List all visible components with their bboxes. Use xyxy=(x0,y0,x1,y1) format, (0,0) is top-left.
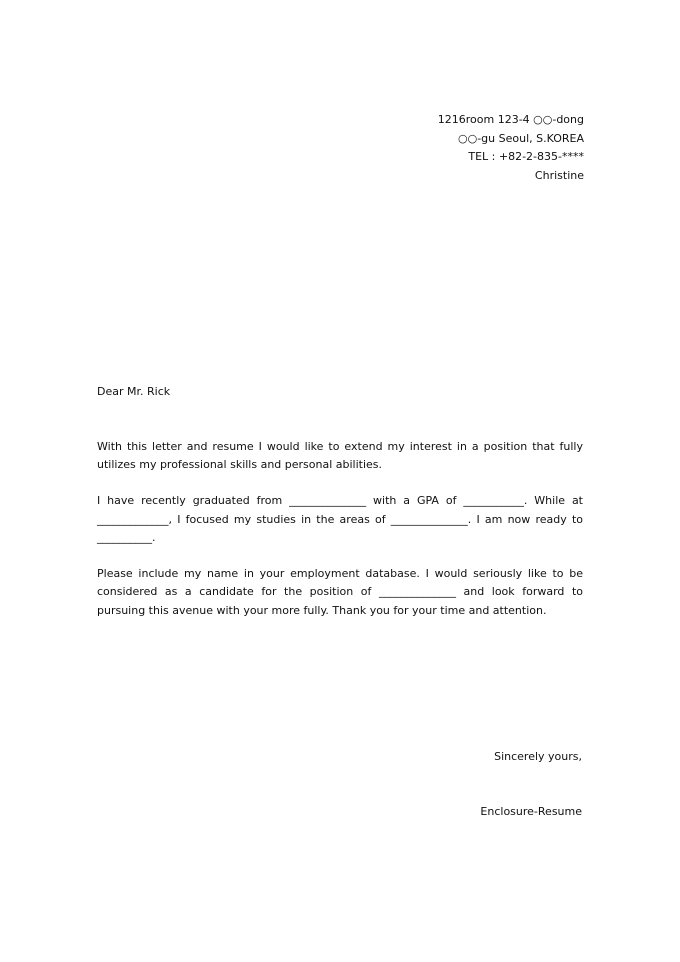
letter-body xyxy=(97,438,583,637)
body-paragraph-3: Please include my name in your employment database. I would seriously like to be considered as a candidate for the position of ______________ and look forward to pursuing this avenue with your more fully. Thank you for your time and attention. xyxy=(97,566,583,617)
sender-phone: TEL : +82-2-835-**** xyxy=(468,150,584,163)
sender-address-line-2: ○○-gu Seoul, S.KOREA xyxy=(458,131,584,145)
closing: Sincerely yours, xyxy=(494,750,582,763)
sender-name: Christine xyxy=(534,168,584,182)
enclosure-note: Enclosure-Resume xyxy=(480,805,582,818)
body-paragraph-1: With this letter and resume I would like to extend my interest in a position that fully utilizes my professional skills and personal abilities. xyxy=(97,440,583,472)
salutation: Dear Mr. Rick xyxy=(97,385,171,398)
sender-address-block xyxy=(438,111,584,185)
sender-address-line-1: 1216room 123-4 ○○-dong xyxy=(437,113,584,126)
body-paragraph-2: I have recently graduated from ______________ with a GPA of ___________. While at _____________, I focused my studies in the areas of ______________. I am now ready to __________. xyxy=(97,494,583,545)
